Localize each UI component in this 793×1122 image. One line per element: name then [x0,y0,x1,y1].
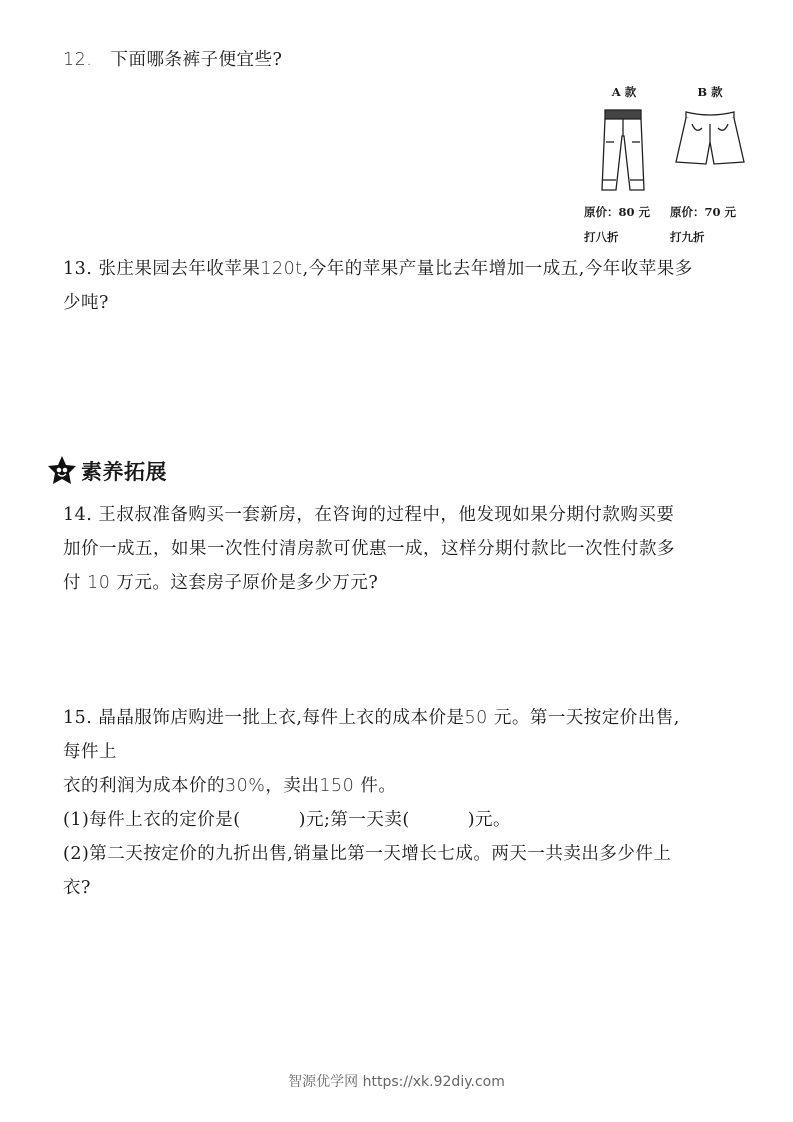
pants-a-discount: 打八折 [584,230,619,244]
pants-b-price: 原价：70 元 [670,205,737,219]
section-header [47,453,167,489]
sub1-text-b: )元;第一天卖( [298,810,410,830]
question-13-text-a: 13. 张庄果园去年收苹果 [63,259,261,279]
question-13 [63,252,693,320]
pants-a-price: 原价：80 元 [584,205,651,219]
question-14-line3 [63,573,378,593]
pants-a [584,84,664,244]
question-15-percent: 30% [225,776,266,796]
question-15-line1 [63,708,680,728]
question-14-amount: 10 [87,573,111,593]
pants-a-label: A 款 [611,85,637,99]
question-15-text-a: 15. 晶晶服饰店购进一批上衣,每件上衣的成本价是 [63,708,465,728]
question-15-text-c: 衣的利润为成本价的 [63,776,225,796]
shorts-icon [670,102,750,194]
question-15-sub1 [63,810,511,830]
footer-watermark: 智源优学网 https://xk.92diy.com [288,1074,505,1090]
question-12 [63,43,282,77]
question-15-sub2-line1: (2)第二天按定价的九折出售,销量比第一天增长七成。两天一共卖出多少件上 [63,844,672,864]
question-14-line1: 14. 王叔叔准备购买一套新房，在咨询的过程中，他发现如果分期付款购买要 [63,505,675,525]
sub1-text-a: (1)每件上衣的定价是( [63,810,241,830]
pants-b-label: B 款 [697,85,723,99]
question-15-count: 150 [319,776,355,796]
sub1-text-c: )元。 [467,810,512,830]
question-15-line2: 每件上 [63,742,117,762]
question-12-text: 下面哪条裤子便宜些? [110,50,283,70]
question-13-line2: 少吨? [63,293,109,313]
question-13-line1 [63,259,693,279]
question-15 [63,701,680,905]
question-15-text-b: 元。第一天按定价出售, [487,708,680,728]
question-14-text-b: 万元。这套房子原价是多少万元? [110,573,379,593]
question-15-cost: 50 [464,708,488,728]
question-14-text-a: 付 [63,573,88,593]
question-12-number: 12. [63,50,93,70]
question-14 [63,498,675,600]
long-pants-icon [584,102,664,194]
pants-b [670,84,750,244]
question-14-line2: 加价一成五，如果一次性付清房款可优惠一成，这样分期付款比一次性付款多 [63,539,675,559]
question-13-text-b: ,今年的苹果产量比去年增加一成五,今年收苹果多 [302,259,693,279]
question-13-amount: 120t [260,259,303,279]
question-15-text-d: ，卖出 [265,776,320,796]
question-15-sub2-line2: 衣? [63,878,91,898]
section-title: 素养拓展 [81,460,167,484]
star-mascot-icon [47,455,77,487]
question-15-line3 [63,776,396,796]
pants-b-discount: 打九折 [670,230,705,244]
question-15-text-e: 件。 [354,776,397,796]
